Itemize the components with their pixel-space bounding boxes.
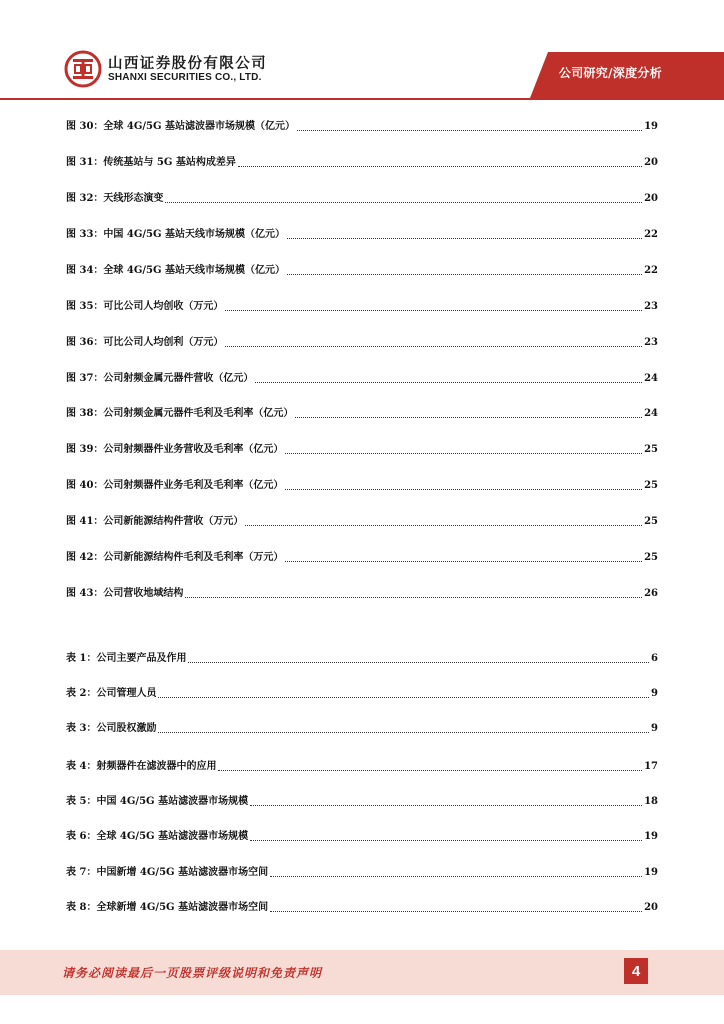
toc-entry-title: 公司新能源结构件营收（万元） [103, 516, 244, 527]
page-header [0, 0, 724, 100]
toc-leader-dots [185, 597, 642, 598]
toc-entry-label: 表 1： [66, 653, 97, 664]
toc-entry-title: 公司新能源结构件毛利及毛利率（万元） [103, 552, 284, 563]
toc-entry-title: 公司管理人员 [96, 688, 157, 699]
toc-entry-page: 26 [644, 588, 658, 599]
toc-entry-page: 23 [644, 301, 658, 312]
toc-figure-entry[interactable] [66, 298, 658, 314]
toc-entry-label: 图 30： [66, 121, 104, 132]
toc-entry-label: 表 2： [66, 688, 97, 699]
toc-entry-title: 射频器件在滤波器中的应用 [96, 761, 217, 772]
toc-entry-page: 22 [644, 229, 658, 240]
toc-entry-label: 表 6： [66, 831, 97, 842]
toc-entry-label: 图 33： [66, 229, 104, 240]
toc-table-entry[interactable] [66, 793, 658, 809]
toc-entry-page: 18 [644, 796, 658, 807]
toc-leader-dots [287, 274, 642, 275]
toc-entry-label: 图 39： [66, 444, 104, 455]
toc-leader-dots [158, 697, 649, 698]
toc-figure-entry[interactable] [66, 549, 658, 565]
toc-leader-dots [245, 525, 642, 526]
toc-entry-title: 全球 4G/5G 基站滤波器市场规模（亿元） [103, 121, 296, 132]
toc-entry-label: 图 43： [66, 588, 104, 599]
toc-entry-title: 公司射频器件业务毛利及毛利率（亿元） [103, 480, 284, 491]
toc-leader-dots [287, 238, 642, 239]
toc-leader-dots [270, 911, 642, 912]
toc-entry-label: 表 8： [66, 902, 97, 913]
toc-entry-title: 公司营收地域结构 [103, 588, 184, 599]
toc-leader-dots [218, 770, 642, 771]
company-name-en: SHANXI SECURITIES CO., LTD. [108, 72, 262, 83]
toc-entry-page: 20 [644, 902, 658, 913]
toc-entry-label: 图 32： [66, 193, 104, 204]
toc-entry-page: 9 [651, 688, 658, 699]
toc-entry-label: 表 7： [66, 867, 97, 878]
toc-entry-page: 25 [644, 480, 658, 491]
toc-entry-label: 图 36： [66, 337, 104, 348]
toc-entry-title: 中国新增 4G/5G 基站滤波器市场空间 [96, 867, 269, 878]
toc-entry-title: 公司股权激励 [96, 723, 157, 734]
toc-entry-page: 19 [644, 867, 658, 878]
toc-entry-label: 表 4： [66, 761, 97, 772]
toc-figure-entry[interactable] [66, 262, 658, 278]
toc-leader-dots [225, 346, 642, 347]
toc-entry-label: 表 3： [66, 723, 97, 734]
toc-leader-dots [188, 662, 649, 663]
toc-entry-title: 公司射频金属元器件毛利及毛利率（亿元） [103, 408, 294, 419]
toc-entry-page: 24 [644, 373, 658, 384]
toc-figure-entry[interactable] [66, 441, 658, 457]
toc-entry-title: 中国 4G/5G 基站天线市场规模（亿元） [103, 229, 286, 240]
toc-leader-dots [285, 489, 642, 490]
page-footer [0, 950, 724, 995]
toc-figure-entry[interactable] [66, 118, 658, 134]
toc-table-entry[interactable] [66, 650, 658, 666]
section-label: 公司研究/深度分析 [558, 66, 662, 80]
toc-entry-label: 表 5： [66, 796, 97, 807]
toc-entry-title: 全球 4G/5G 基站天线市场规模（亿元） [103, 265, 286, 276]
toc-leader-dots [165, 202, 642, 203]
toc-entry-title: 中国 4G/5G 基站滤波器市场规模 [96, 796, 249, 807]
toc-leader-dots [250, 805, 642, 806]
toc-entry-label: 图 37： [66, 373, 104, 384]
toc-entry-page: 19 [644, 121, 658, 132]
shanxi-securities-logo-icon [64, 50, 102, 88]
toc-leader-dots [297, 130, 642, 131]
toc-table-entry[interactable] [66, 720, 658, 736]
toc-entry-label: 图 38： [66, 408, 104, 419]
toc-entry-title: 公司主要产品及作用 [96, 653, 187, 664]
toc-leader-dots [225, 310, 642, 311]
toc-leader-dots [295, 417, 642, 418]
footer-disclaimer[interactable]: 请务必阅读最后一页股票评级说明和免责声明 [62, 966, 323, 980]
header-rule [0, 98, 724, 100]
toc-figure-entry[interactable] [66, 154, 658, 170]
header-red-band [0, 0, 724, 100]
toc-leader-dots [285, 453, 642, 454]
toc-entry-label: 图 34： [66, 265, 104, 276]
toc-entry-page: 17 [644, 761, 658, 772]
toc-figure-entry[interactable] [66, 585, 658, 601]
page-number-badge: 4 [624, 958, 648, 984]
toc-entry-title: 全球 4G/5G 基站滤波器市场规模 [96, 831, 249, 842]
toc-entry-page: 22 [644, 265, 658, 276]
toc-figure-entry[interactable] [66, 334, 658, 350]
toc-leader-dots [285, 561, 642, 562]
toc-figure-entry[interactable] [66, 370, 658, 386]
toc-figure-entry[interactable] [66, 190, 658, 206]
toc-entry-title: 公司射频金属元器件营收（亿元） [103, 373, 254, 384]
toc-entry-page: 19 [644, 831, 658, 842]
toc-figure-entry[interactable] [66, 226, 658, 242]
toc-table-entry[interactable] [66, 828, 658, 844]
toc-entry-title: 天线形态演变 [103, 193, 164, 204]
toc-entry-title: 传统基站与 5G 基站构成差异 [103, 157, 236, 168]
toc-table-entry[interactable] [66, 758, 658, 774]
toc-leader-dots [238, 166, 642, 167]
toc-figure-entry[interactable] [66, 405, 658, 421]
toc-entry-page: 20 [644, 193, 658, 204]
toc-table-entry[interactable] [66, 864, 658, 880]
toc-entry-label: 图 42： [66, 552, 104, 563]
toc-entry-label: 图 31： [66, 157, 104, 168]
toc-entry-page: 25 [644, 516, 658, 527]
company-name-cn: 山西证券股份有限公司 [108, 56, 267, 72]
toc-entry-page: 9 [651, 723, 658, 734]
toc-figure-entry[interactable] [66, 477, 658, 493]
toc-entry-title: 可比公司人均创收（万元） [103, 301, 224, 312]
toc-entry-title: 公司射频器件业务营收及毛利率（亿元） [103, 444, 284, 455]
toc-entry-label: 图 41： [66, 516, 104, 527]
toc-leader-dots [158, 732, 649, 733]
toc-leader-dots [255, 382, 642, 383]
toc-entry-page: 6 [651, 653, 658, 664]
toc-entry-label: 图 35： [66, 301, 104, 312]
toc-entry-label: 图 40： [66, 480, 104, 491]
toc-leader-dots [270, 876, 642, 877]
toc-entry-title: 全球新增 4G/5G 基站滤波器市场空间 [96, 902, 269, 913]
toc-entry-page: 24 [644, 408, 658, 419]
toc-entry-page: 23 [644, 337, 658, 348]
toc-table-entry[interactable] [66, 685, 658, 701]
toc-figure-entry[interactable] [66, 513, 658, 529]
toc-entry-page: 25 [644, 552, 658, 563]
toc-entry-page: 25 [644, 444, 658, 455]
toc-leader-dots [250, 840, 642, 841]
toc-entry-page: 20 [644, 157, 658, 168]
toc-table-entry[interactable] [66, 899, 658, 915]
toc-entry-title: 可比公司人均创利（万元） [103, 337, 224, 348]
